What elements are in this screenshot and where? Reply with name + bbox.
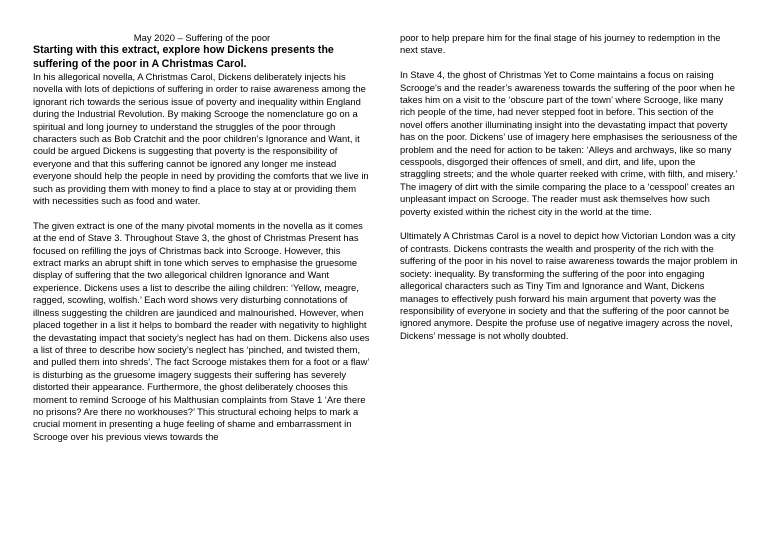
- paragraph-stave-4: In Stave 4, the ghost of Christmas Yet to Come maintains a focus on raising Scrooge’s and the reader’s awareness towards the suffering of the poor when he takes him on a visit to the ‘obscure part of the town’ where Scrooge, like many rich people of the time, had never stepped foot in before. This section of the novel offers another illuminating insight into the devastating impact that poverty has on the poor. Dickens’ use of imagery here emphasises the seriousness of the problem and the need for action to be taken: ‘Alleys and archways, like so many cesspools, disgorged their offences of smell, and dirt, and life, upon the straggling streets; and the whole quarter reeked with crime, with filth, and misery.’ The imagery of dirt with the simile comparing the place to a ‘cesspool’ creates an unpleasant impact on Scrooge. The reader must ask themselves how such poverty existed within the richest city in the world at the time.: [400, 69, 738, 217]
- paragraph-gap: [33, 207, 371, 219]
- right-column: [400, 32, 738, 342]
- left-column: [33, 32, 371, 443]
- paragraph-gap: [400, 57, 738, 69]
- essay-question: Starting with this extract, explore how Dickens presents the suffering of the poor in A Christmas Carol.: [33, 44, 334, 70]
- paragraph-conclusion: Ultimately A Christmas Carol is a novel to depict how Victorian London was a city of contrasts. Dickens contrasts the wealth and prosperity of the rich with the suffering of the poor in his novel to raise awareness towards the major problem in society: inequality. By transforming the suffering of the poor into engaging allegorical characters such as Tiny Tim and Ignorance and Want, Dickens manages to effectively push forward his main argument that poverty was the responsibility of everyone in society and that the suffering of the poor cannot be ignored anymore. Despite the profuse use of negative imagery across the novel, Dickens’ message is not wholly doubted.: [400, 230, 738, 341]
- paragraph-gap: [400, 218, 738, 230]
- paragraph-extract-analysis: The given extract is one of the many pivotal moments in the novella as it comes at the end of Stave 3. Throughout Stave 3, the ghost of Christmas Present has focused on refilling the joys of Christmas back into Scrooge. However, this extract marks an abrupt shift in tone which serves to emphasise the gruesome display of suffering that the two allegorical children Ignorance and Want experience. Dickens uses a list to describe the ailing children: ‘Yellow, meagre, ragged, scowling, wolfish.’ Each word shows very disturbing connotations of illness suggesting the children are jaundiced and malnourished. However, when placed together in a list it helps to bombard the reader with negativity to highlight the devastating impact that society’s neglect has had on them. Dickens also uses a list of three to describe how society’s neglect has ‘pinched, and twisted them, and pulled them into shreds’. The fact Scrooge mistakes them for a foot or a flaw’ is disturbing as the gruesome imagery suggests their suffering has severely distorted their appearance. Furthermore, the ghost deliberately chooses this moment to remind Scrooge of his Malthusian complaints from Stave 1 ‘Are there no prisons? Are there no workhouses?’ This structural echoing helps to mark a crucial moment in presenting a huge feeling of shame and embarrassment in Scrooge over his previous views towards the: [33, 219, 370, 442]
- paragraph-continuation: poor to help prepare him for the final stage of his journey to redemption in the next stave.: [400, 32, 721, 56]
- document-header: May 2020 – Suffering of the poor: [133, 32, 271, 43]
- paragraph-introduction: In his allegorical novella, A Christmas Carol, Dickens deliberately injects his novella with lots of depictions of suffering in order to raise awareness among the ignorant rich towards the serious issue of poverty and inequality within England during the Industrial Revolution. By making Scrooge the nomenclature go on a spiritual and long journey to understand the struggles of the poor through characters such as Bob Cratchit and the poor children’s Ignorance and Want, it could be argued Dickens is suggesting that poverty is the responsibility of everyone and that this suffering cannot be ignored any longer me instead everyone should help the people in need by providing the comforts that we live in such as providing them with money to find a place to stay at or providing them with necessities such as food and water.: [33, 71, 369, 207]
